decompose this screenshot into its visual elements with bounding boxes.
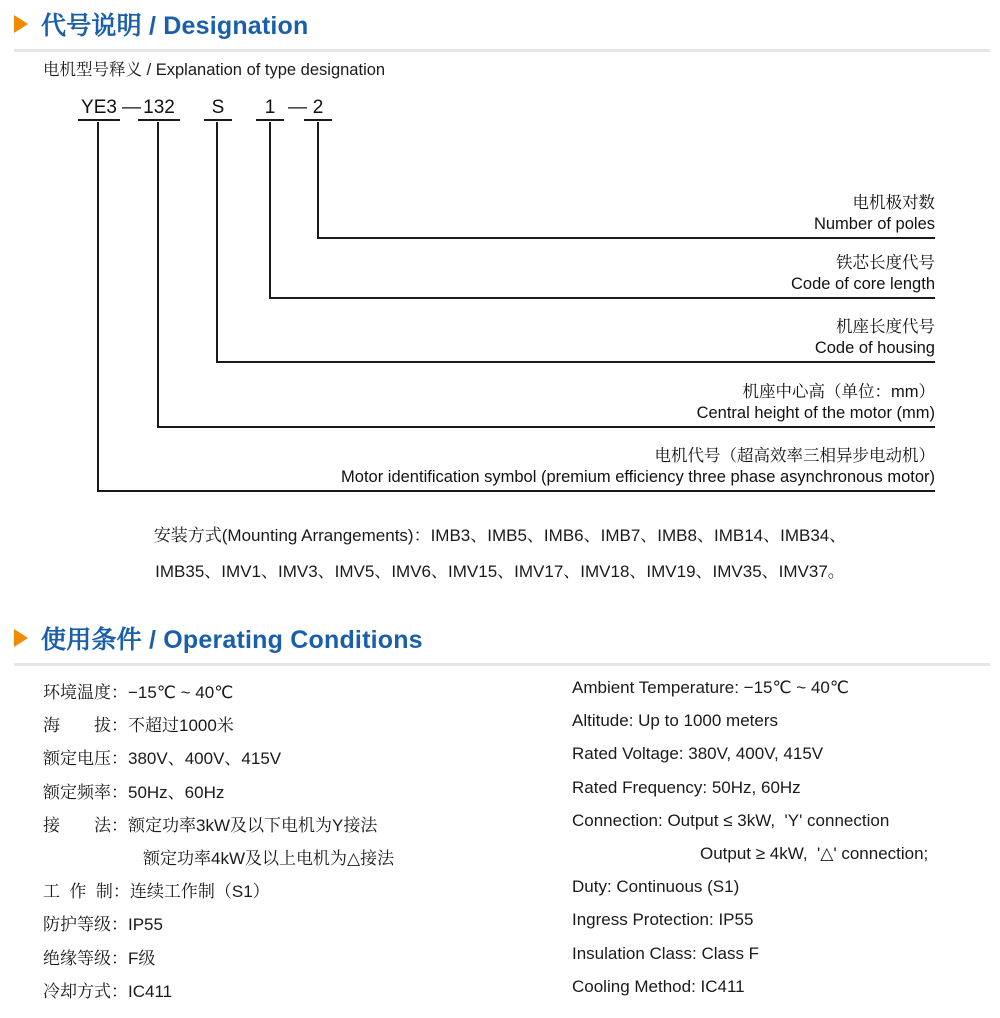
condition-label-cn: 绝缘等级：F级	[43, 948, 156, 968]
designation-caption: 电机型号释义 / Explanation of type designation	[43, 61, 386, 79]
operating-conditions-list	[0, 678, 1000, 1010]
condition-label-en: Connection: Output ≤ 3kW, 'Y' connection	[572, 810, 890, 830]
triangle-right-icon	[14, 15, 28, 33]
section-header-designation	[0, 6, 1000, 52]
condition-label-cn: 额定功率4kW及以上电机为△接法	[143, 848, 395, 868]
mounting-arrangements	[0, 518, 1000, 590]
leader-label-central-height-en: Central height of the motor (mm)	[696, 404, 935, 422]
condition-row	[0, 944, 1000, 977]
code-token-poles: 2	[312, 97, 324, 118]
leader-label-housing-en: Code of housing	[814, 339, 935, 357]
leader-label-core-length	[791, 253, 935, 295]
leader-label-core-length-cn: 铁芯长度代号	[836, 254, 935, 272]
code-dash-2: —	[288, 97, 307, 118]
condition-label-en: Rated Voltage: 380V, 400V, 415V	[572, 744, 824, 764]
header-divider	[14, 663, 990, 666]
condition-label-en: Ambient Temperature: −15℃ ~ 40℃	[572, 678, 849, 697]
condition-label-en: Ingress Protection: IP55	[572, 910, 754, 930]
condition-label-en: Cooling Method: IC411	[572, 976, 745, 996]
condition-label-cn: 海 拔：不超过1000米	[43, 716, 234, 736]
condition-label-cn: 额定频率：50Hz、60Hz	[43, 782, 225, 802]
condition-label-cn: 防护等级：IP55	[43, 915, 163, 935]
leader-label-housing	[815, 317, 935, 359]
condition-label-cn: 工 作 制：连续工作制（S1）	[43, 882, 270, 902]
condition-label-cn: 接 法：额定功率3kW及以下电机为Y接法	[43, 815, 378, 835]
condition-row	[0, 910, 1000, 943]
code-token-frame-height: 132	[143, 97, 175, 118]
designation-header-row	[0, 6, 1000, 42]
code-dash-1: —	[122, 97, 141, 118]
condition-row	[0, 877, 1000, 910]
leader-label-motor-id-en: Motor identification symbol (premium efficiency three phase asynchronous motor)	[341, 468, 935, 486]
condition-row-continuation	[0, 844, 1000, 877]
section-header-operating-conditions	[0, 620, 1000, 666]
condition-row	[0, 711, 1000, 744]
code-token-series: YE3	[81, 97, 117, 118]
mounting-line-2: IMB35、IMV1、IMV3、IMV5、IMV6、IMV15、IMV17、IMV18、IMV19、IMV35、IMV37。	[155, 562, 845, 581]
triangle-right-icon	[14, 629, 28, 647]
leader-label-core-length-en: Code of core length	[790, 275, 935, 293]
condition-label-cn: 环境温度：−15℃ ~ 40℃	[43, 683, 234, 702]
leader-label-housing-cn: 机座长度代号	[836, 318, 935, 336]
leader-label-poles	[814, 193, 935, 235]
leader-label-central-height	[697, 382, 935, 424]
page-title-designation: 代号说明 / Designation	[41, 12, 309, 40]
condition-label-en: Altitude: Up to 1000 meters	[572, 711, 779, 731]
condition-label-en: Insulation Class: Class F	[572, 943, 760, 963]
condition-row	[0, 744, 1000, 777]
condition-row	[0, 778, 1000, 811]
code-token-housing-code: S	[211, 97, 225, 118]
condition-label-cn: 冷却方式：IC411	[43, 981, 173, 1001]
condition-row	[0, 678, 1000, 711]
leader-path-motor-id	[98, 122, 935, 491]
leader-label-motor-id-cn: 电机代号（超高效率三相异步电动机）	[654, 447, 935, 465]
mounting-line-1: 安装方式(Mounting Arrangements)：IMB3、IMB5、IMB6、IMB7、IMB8、IMB14、IMB34、	[153, 526, 847, 545]
condition-row	[0, 977, 1000, 1010]
condition-label-cn: 额定电压：380V、400V、415V	[43, 749, 282, 769]
page-title-operating-conditions: 使用条件 / Operating Conditions	[41, 626, 423, 654]
leader-label-central-height-cn: 机座中心高（单位：mm）	[742, 383, 935, 401]
condition-label-en: Rated Frequency: 50Hz, 60Hz	[572, 777, 801, 797]
condition-label-en: Duty: Continuous (S1)	[572, 877, 740, 897]
condition-row	[0, 811, 1000, 844]
condition-label-en: Output ≥ 4kW, '△' connection;	[700, 843, 929, 863]
leader-label-poles-en: Number of poles	[813, 215, 935, 233]
header-divider	[14, 49, 990, 52]
code-token-core-code: 1	[264, 97, 276, 118]
designation-diagram	[0, 88, 1000, 498]
leader-label-motor-id	[341, 446, 935, 488]
operating-conditions-header-row	[0, 620, 1000, 656]
leader-label-poles-cn: 电机极对数	[852, 194, 935, 212]
